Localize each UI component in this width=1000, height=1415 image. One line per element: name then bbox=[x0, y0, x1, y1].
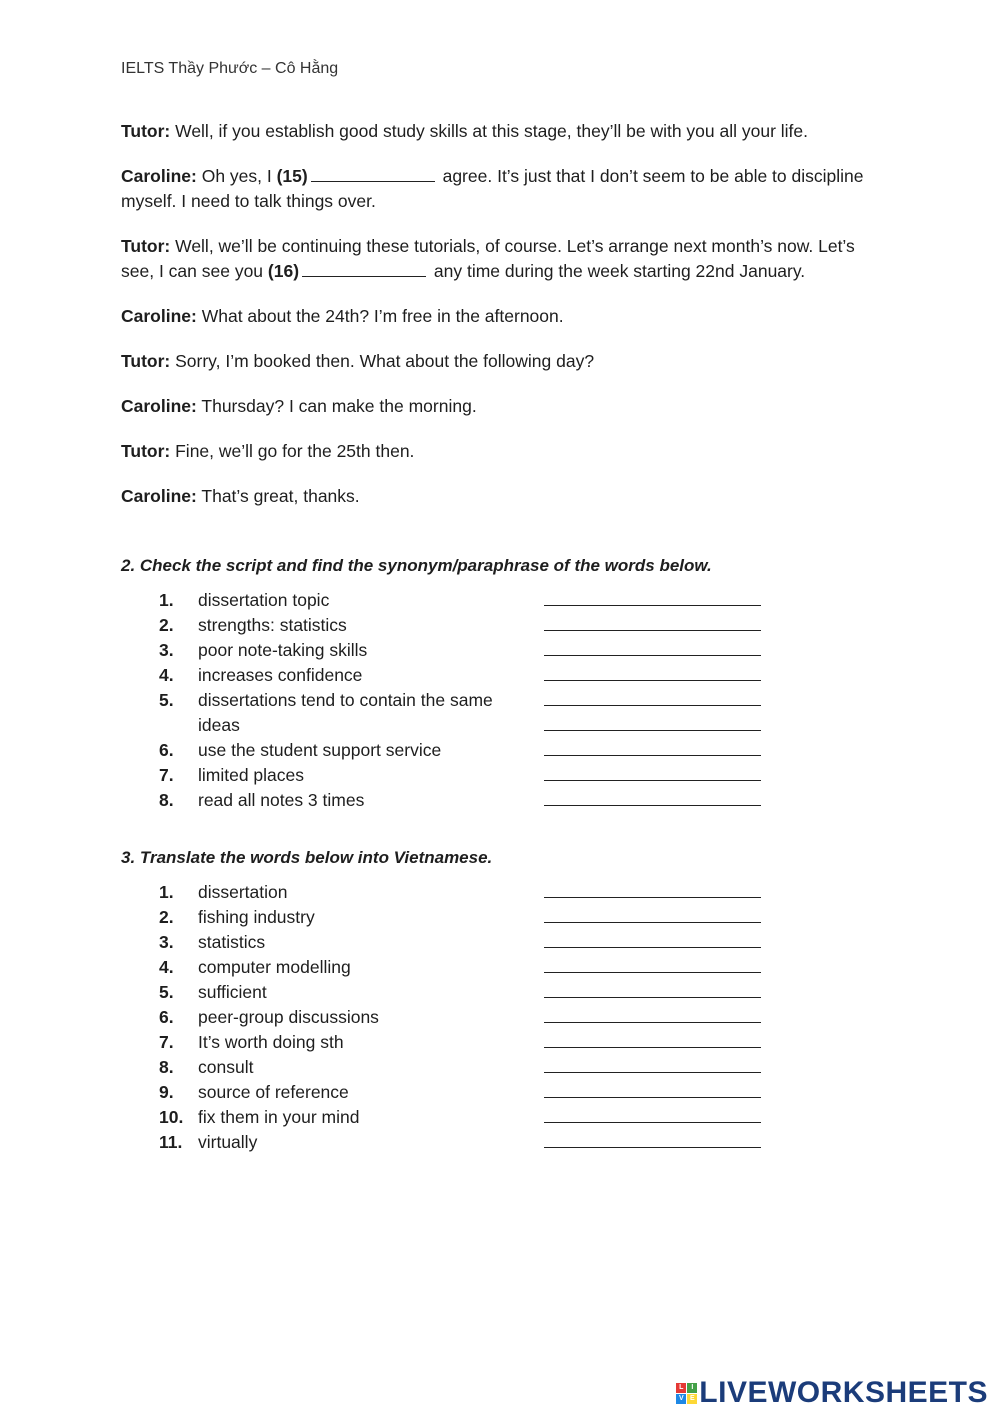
item-number: 10. bbox=[159, 1107, 184, 1127]
logo-text: LIVEWORKSHEETS bbox=[699, 1376, 988, 1409]
item-term: statistics bbox=[198, 932, 266, 952]
list-item bbox=[121, 1030, 821, 1055]
utterance: agree. It’s just that I don’t seem to be able to discipline myself. I need to talk things over. bbox=[121, 166, 864, 211]
item-term: strengths: statistics bbox=[198, 615, 347, 635]
utterance: Sorry, I’m booked then. What about the following day? bbox=[170, 351, 595, 371]
item-term: poor note-taking skills bbox=[198, 640, 368, 660]
item-number: 5. bbox=[159, 982, 174, 1002]
utterance: Thursday? I can make the morning. bbox=[196, 396, 477, 416]
list-item bbox=[121, 638, 821, 663]
answer-blank[interactable] bbox=[544, 997, 761, 998]
answer-blank[interactable] bbox=[544, 1022, 761, 1023]
list-item bbox=[121, 1080, 821, 1105]
utterance: Well, if you establish good study skills at this stage, they’ll be with you all your life. bbox=[170, 121, 809, 141]
dialogue bbox=[121, 119, 891, 529]
list-item bbox=[121, 688, 821, 738]
item-term: dissertation topic bbox=[198, 590, 330, 610]
item-term: computer modelling bbox=[198, 957, 351, 977]
answer-blank[interactable] bbox=[544, 897, 761, 898]
list-item bbox=[121, 663, 821, 688]
answer-blank[interactable] bbox=[544, 1122, 761, 1123]
list-item bbox=[121, 930, 821, 955]
page-header: IELTS Thầy Phước – Cô Hằng bbox=[121, 60, 339, 77]
dialogue-turn bbox=[121, 164, 891, 214]
item-number: 7. bbox=[159, 765, 174, 785]
speaker-label: Caroline: bbox=[121, 396, 197, 416]
list-item bbox=[121, 613, 821, 638]
translation-list bbox=[121, 880, 821, 1155]
dialogue-turn bbox=[121, 484, 891, 509]
item-number: 4. bbox=[159, 665, 174, 685]
speaker-label: Tutor: bbox=[121, 121, 171, 141]
answer-blank[interactable] bbox=[544, 630, 761, 631]
item-term: virtually bbox=[198, 1132, 258, 1152]
answer-gap-15[interactable] bbox=[311, 165, 435, 182]
speaker-label: Caroline: bbox=[121, 486, 197, 506]
item-number: 7. bbox=[159, 1032, 174, 1052]
list-item bbox=[121, 1105, 821, 1130]
utterance: Well, we’ll be continuing these tutorials, of course. Let’s arrange next month’s now. Let’s see, I can see you bbox=[121, 236, 855, 281]
item-number: 9. bbox=[159, 1082, 174, 1102]
list-item bbox=[121, 880, 821, 905]
utterance: What about the 24th? I’m free in the afternoon. bbox=[196, 306, 564, 326]
utterance: Oh yes, I bbox=[196, 166, 277, 186]
item-number: 2. bbox=[159, 907, 174, 927]
list-item bbox=[121, 763, 821, 788]
badge-letter: V bbox=[676, 1394, 686, 1404]
list-item bbox=[121, 1130, 821, 1155]
dialogue-turn bbox=[121, 304, 891, 329]
answer-gap-16[interactable] bbox=[302, 260, 426, 277]
list-item bbox=[121, 1055, 821, 1080]
speaker-label: Tutor: bbox=[121, 236, 171, 256]
utterance: any time during the week starting 22nd January. bbox=[429, 261, 806, 281]
item-number: 4. bbox=[159, 957, 174, 977]
item-term: read all notes 3 times bbox=[198, 790, 365, 810]
item-number: 3. bbox=[159, 932, 174, 952]
section-3-title: 3. Translate the words below into Vietnamese. bbox=[121, 848, 493, 867]
dialogue-turn bbox=[121, 349, 891, 374]
dialogue-turn bbox=[121, 394, 891, 419]
dialogue-turn bbox=[121, 234, 891, 284]
badge-letter: I bbox=[687, 1383, 697, 1393]
speaker-label: Caroline: bbox=[121, 306, 197, 326]
section-2-title: 2. Check the script and find the synonym/paraphrase of the words below. bbox=[121, 556, 712, 575]
item-number: 11. bbox=[159, 1132, 183, 1152]
answer-blank[interactable] bbox=[544, 1047, 761, 1048]
dialogue-turn bbox=[121, 119, 891, 144]
item-number: 8. bbox=[159, 1057, 174, 1077]
item-number: 1. bbox=[159, 882, 174, 902]
item-number: 2. bbox=[159, 615, 174, 635]
answer-blank[interactable] bbox=[544, 605, 761, 606]
question-number: (16) bbox=[267, 261, 300, 281]
item-term: dissertation bbox=[198, 882, 288, 902]
answer-blank[interactable] bbox=[544, 705, 761, 706]
item-term: peer-group discussions bbox=[198, 1007, 379, 1027]
badge-letter: L bbox=[676, 1383, 686, 1393]
answer-blank[interactable] bbox=[544, 1097, 761, 1098]
item-term: dissertations tend to contain the same ideas bbox=[198, 690, 493, 735]
answer-blank[interactable] bbox=[544, 947, 761, 948]
item-term: source of reference bbox=[198, 1082, 349, 1102]
answer-blank[interactable] bbox=[544, 730, 761, 731]
item-number: 1. bbox=[159, 590, 174, 610]
speaker-label: Tutor: bbox=[121, 351, 171, 371]
item-term: sufficient bbox=[198, 982, 267, 1002]
item-term: consult bbox=[198, 1057, 254, 1077]
answer-blank[interactable] bbox=[544, 972, 761, 973]
list-item bbox=[121, 738, 821, 763]
item-term: limited places bbox=[198, 765, 305, 785]
answer-blank[interactable] bbox=[544, 805, 761, 806]
item-number: 6. bbox=[159, 1007, 174, 1027]
dialogue-turn bbox=[121, 439, 891, 464]
item-number: 5. bbox=[159, 690, 174, 710]
speaker-label: Tutor: bbox=[121, 441, 171, 461]
item-term: use the student support service bbox=[198, 740, 442, 760]
list-item bbox=[121, 905, 821, 930]
question-number: (15) bbox=[276, 166, 308, 186]
answer-blank[interactable] bbox=[544, 780, 761, 781]
item-term: fishing industry bbox=[198, 907, 315, 927]
list-item bbox=[121, 788, 821, 813]
list-item bbox=[121, 980, 821, 1005]
answer-blank[interactable] bbox=[544, 922, 761, 923]
badge-letter: E bbox=[687, 1394, 697, 1404]
list-item bbox=[121, 955, 821, 980]
answer-blank[interactable] bbox=[544, 755, 761, 756]
item-term: increases confidence bbox=[198, 665, 363, 685]
item-term: fix them in your mind bbox=[198, 1107, 360, 1127]
item-number: 8. bbox=[159, 790, 174, 810]
list-item bbox=[121, 588, 821, 613]
liveworksheets-logo[interactable] bbox=[676, 1376, 988, 1410]
liveworksheets-badge-icon bbox=[676, 1383, 697, 1404]
item-number: 6. bbox=[159, 740, 174, 760]
item-number: 3. bbox=[159, 640, 174, 660]
answer-blank[interactable] bbox=[544, 1147, 761, 1148]
utterance: That’s great, thanks. bbox=[196, 486, 360, 506]
answer-blank[interactable] bbox=[544, 655, 761, 656]
answer-blank[interactable] bbox=[544, 680, 761, 681]
item-term: It’s worth doing sth bbox=[198, 1032, 344, 1052]
utterance: Fine, we’ll go for the 25th then. bbox=[170, 441, 415, 461]
answer-blank[interactable] bbox=[544, 1072, 761, 1073]
list-item bbox=[121, 1005, 821, 1030]
synonym-list bbox=[121, 588, 821, 813]
speaker-label: Caroline: bbox=[121, 166, 197, 186]
